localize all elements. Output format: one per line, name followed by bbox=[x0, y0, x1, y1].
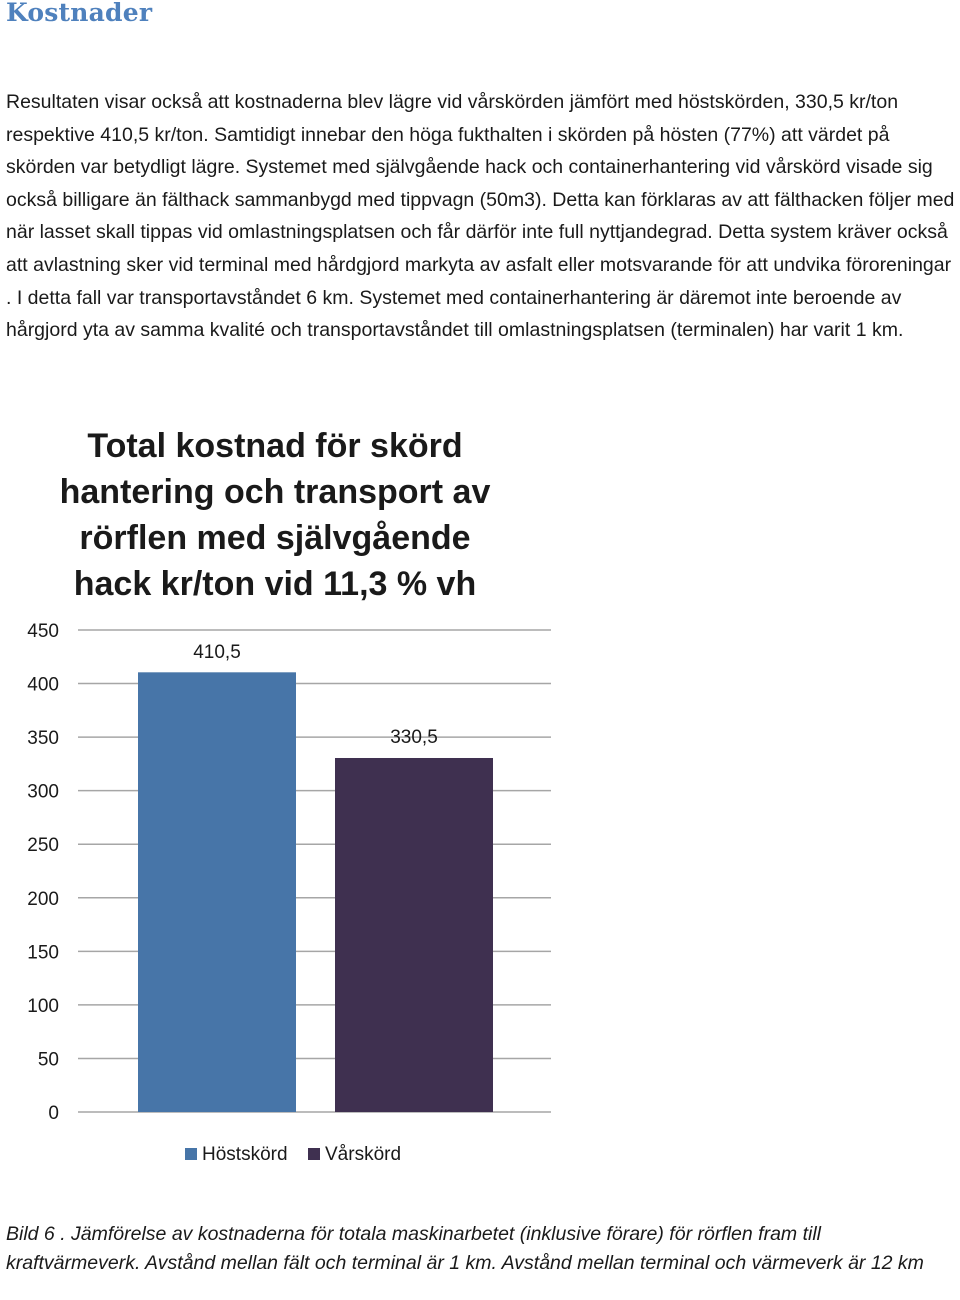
chart-title-line: hack kr/ton vid 11,3 % vh bbox=[73, 565, 477, 603]
y-tick-label: 150 bbox=[27, 942, 59, 964]
chart-canvas bbox=[0, 410, 580, 1190]
y-tick-label: 450 bbox=[27, 621, 59, 642]
data-label: 410,5 bbox=[193, 642, 241, 663]
cost-bar-chart bbox=[0, 410, 580, 1190]
figure-caption: Bild 6 . Jämförelse av kostnaderna för totala maskinarbetet (inklusive förare) för rörflen fram till kraftvärmeverk. Avstånd mellan fält och terminal är 1 km. Avstånd mellan terminal och värmeverk är 12 km bbox=[6, 1223, 924, 1274]
y-tick-label: 300 bbox=[27, 781, 59, 803]
y-tick-label: 200 bbox=[27, 888, 59, 910]
y-tick-label: 350 bbox=[27, 728, 59, 750]
y-tick-label: 250 bbox=[27, 835, 59, 857]
y-tick-label: 400 bbox=[27, 674, 59, 696]
y-tick-label: 50 bbox=[37, 1049, 59, 1071]
y-tick-label: 0 bbox=[48, 1103, 59, 1124]
data-label: 330,5 bbox=[390, 727, 438, 748]
legend-swatch bbox=[185, 1148, 197, 1160]
legend-label: Vårskörd bbox=[325, 1144, 402, 1165]
section-heading: Kostnader bbox=[6, 0, 153, 27]
bar-hostskord bbox=[138, 672, 296, 1112]
legend-swatch bbox=[308, 1148, 320, 1160]
bar-varskord bbox=[335, 758, 493, 1112]
chart-title-line: Total kostnad för skörd bbox=[87, 427, 463, 465]
chart-title-line: hantering och transport av bbox=[59, 473, 491, 511]
y-tick-label: 100 bbox=[27, 995, 59, 1017]
legend-label: Höstskörd bbox=[202, 1144, 288, 1165]
body-paragraph: Resultaten visar också att kostnaderna blev lägre vid vårskörden jämfört med höstskörden, 330,5 kr/ton respektive 410,5 kr/ton. Samtidigt innebar den höga fukthalten i skörden på hösten (77%) att värdet på skörden var betydligt lägre. Systemet med självgående hack och containerhantering vid vårskörd visade sig också billigare än fälthack sammanbygd med tippvagn (50m3). Detta kan förklaras av att fälthacken följer med när lasset skall tippas vid omlastningsplatsen och får därför inte full nyttjandegrad. Detta system kräver också att avlastning sker vid terminal med hårdgjord markyta av asfalt eller motsvarande för att undvika föroreningar . I detta fall var transportavståndet 6 km. Systemet med containerhantering är däremot inte beroende av hårgjord yta av samma kvalité och transportavståndet till omlastningsplatsen (terminalen) har varit 1 km. bbox=[6, 91, 955, 342]
chart-title-line: rörflen med självgående bbox=[79, 519, 471, 557]
